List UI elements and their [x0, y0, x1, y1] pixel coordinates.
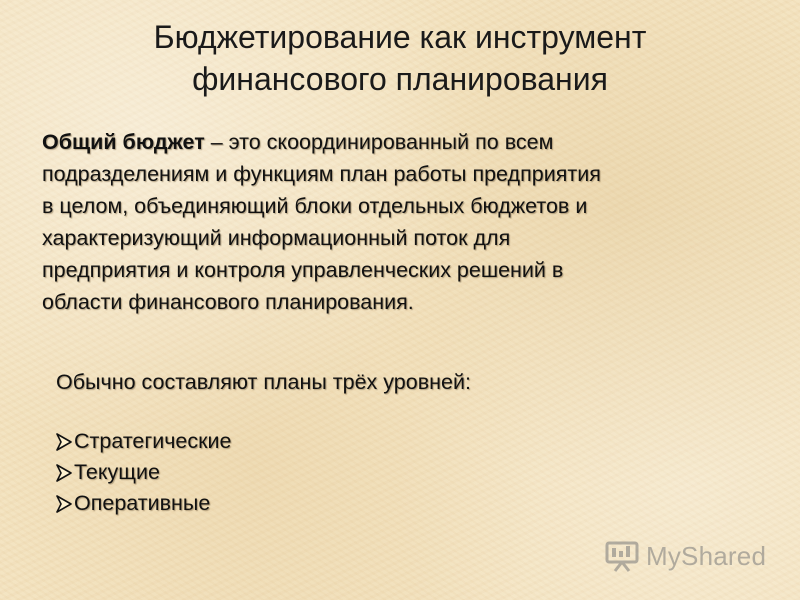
- definition-line-2: подразделениям и функциям план работы предприятия: [42, 162, 601, 186]
- arrow-bullet-icon: [56, 464, 72, 482]
- definition-line-1-text: – это скоординированный по всем: [204, 130, 554, 154]
- list-item-label: Текущие: [74, 460, 160, 484]
- plan-levels: [56, 366, 756, 519]
- definition-line-1: [42, 126, 772, 158]
- arrow-bullet-icon: [56, 495, 72, 513]
- list-item-strategic: [56, 426, 756, 457]
- list-item-label: Оперативные: [74, 491, 211, 515]
- definition-line-4: характеризующий информационный поток для: [42, 226, 511, 250]
- definition-line-6: области финансового планирования.: [42, 290, 414, 314]
- list-item-current: [56, 457, 756, 488]
- plan-levels-list: [56, 426, 756, 519]
- slide-title-line-2: финансового планирования: [192, 61, 608, 97]
- plan-levels-intro: Обычно составляют планы трёх уровней:: [56, 370, 471, 394]
- slide-title: [40, 16, 760, 100]
- arrow-bullet-icon: [56, 433, 72, 451]
- myshared-logo: [604, 538, 774, 574]
- list-item-operational: [56, 488, 756, 519]
- definition-line-5: предприятия и контроля управленческих решений в: [42, 258, 564, 282]
- definition-term: Общий бюджет: [42, 130, 205, 154]
- definition-line-3: в целом, объединяющий блоки отдельных бюджетов и: [42, 194, 588, 218]
- list-item-label: Стратегические: [74, 429, 232, 453]
- presentation-board-icon: [604, 540, 640, 572]
- slide-title-line-1: Бюджетирование как инструмент: [153, 19, 647, 55]
- logo-text: MyShared: [646, 540, 767, 571]
- definition-paragraph: [42, 126, 772, 318]
